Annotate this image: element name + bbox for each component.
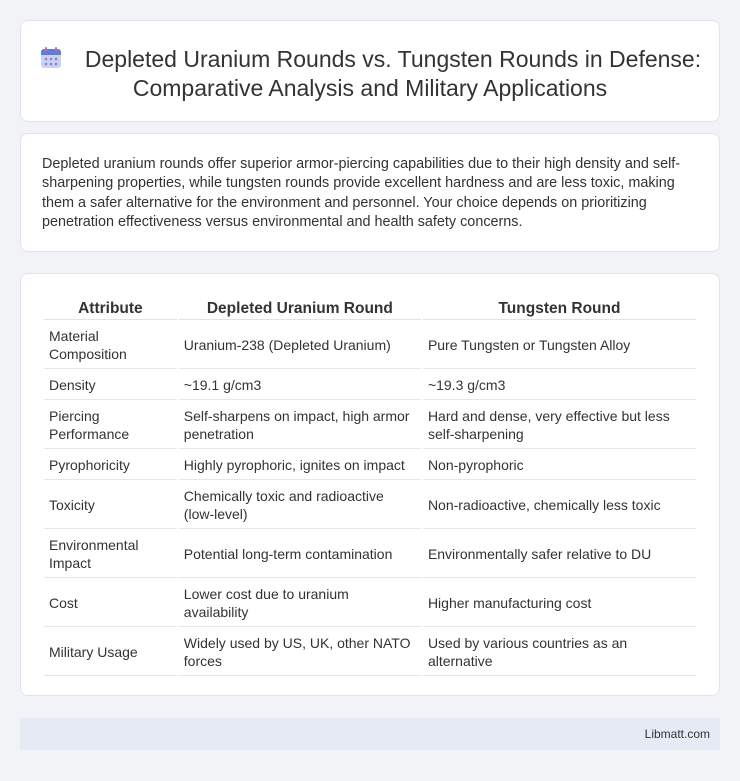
page-title: Depleted Uranium Rounds vs. Tungsten Rounds in Defense: Comparative Analysis and Military Applications <box>84 46 702 101</box>
row-tungsten-value: Environmentally safer relative to DU <box>423 531 696 578</box>
row-attribute: Material Composition <box>44 322 177 369</box>
row-depleted-uranium-value: Highly pyrophoric, ignites on impact <box>179 451 421 480</box>
row-tungsten-value: Non-pyrophoric <box>423 451 696 480</box>
row-depleted-uranium-value: Uranium-238 (Depleted Uranium) <box>179 322 421 369</box>
table-row <box>44 451 696 480</box>
row-depleted-uranium-value: ~19.1 g/cm3 <box>179 371 421 400</box>
row-tungsten-value: Used by various countries as an alternative <box>423 629 696 676</box>
header-attribute: Attribute <box>44 298 177 320</box>
row-depleted-uranium-value: Self-sharpens on impact, high armor penetration <box>179 402 421 449</box>
row-attribute: Environmental Impact <box>44 531 177 578</box>
summary-card <box>20 133 720 252</box>
row-attribute: Military Usage <box>44 629 177 676</box>
row-attribute: Pyrophoricity <box>44 451 177 480</box>
comparison-table <box>42 296 698 678</box>
header-depleted-uranium: Depleted Uranium Round <box>179 298 421 320</box>
row-attribute: Piercing Performance <box>44 402 177 449</box>
table-header-row <box>44 298 696 320</box>
row-tungsten-value: Hard and dense, very effective but less self-sharpening <box>423 402 696 449</box>
page-title-wrap <box>21 45 719 103</box>
table-row <box>44 531 696 578</box>
row-attribute: Toxicity <box>44 482 177 529</box>
header-tungsten: Tungsten Round <box>423 298 696 320</box>
row-depleted-uranium-value: Widely used by US, UK, other NATO forces <box>179 629 421 676</box>
document-icon <box>39 46 63 70</box>
row-tungsten-value: Non-radioactive, chemically less toxic <box>423 482 696 529</box>
summary-paragraph: Depleted uranium rounds offer superior armor-piercing capabilities due to their high density and self-sharpening properties, while tungsten rounds provide excellent hardness and are less toxic, making them a safer alternative for the environment and personnel. Your choice depends on prioritizing penetration effectiveness versus environmental and health safety concerns. <box>42 156 681 231</box>
row-depleted-uranium-value: Chemically toxic and radioactive (low-level) <box>179 482 421 529</box>
title-card <box>20 20 720 122</box>
table-row <box>44 482 696 529</box>
row-tungsten-value: ~19.3 g/cm3 <box>423 371 696 400</box>
row-tungsten-value: Pure Tungsten or Tungsten Alloy <box>423 322 696 369</box>
table-row <box>44 580 696 627</box>
table-row <box>44 402 696 449</box>
comparison-table-card <box>20 273 720 696</box>
row-attribute: Density <box>44 371 177 400</box>
row-tungsten-value: Higher manufacturing cost <box>423 580 696 627</box>
row-depleted-uranium-value: Lower cost due to uranium availability <box>179 580 421 627</box>
footer-site-link[interactable]: Libmatt.com <box>644 727 710 741</box>
footer-bar <box>20 718 720 750</box>
table-row <box>44 629 696 676</box>
row-depleted-uranium-value: Potential long-term contamination <box>179 531 421 578</box>
table-row <box>44 322 696 369</box>
row-attribute: Cost <box>44 580 177 627</box>
table-row <box>44 371 696 400</box>
